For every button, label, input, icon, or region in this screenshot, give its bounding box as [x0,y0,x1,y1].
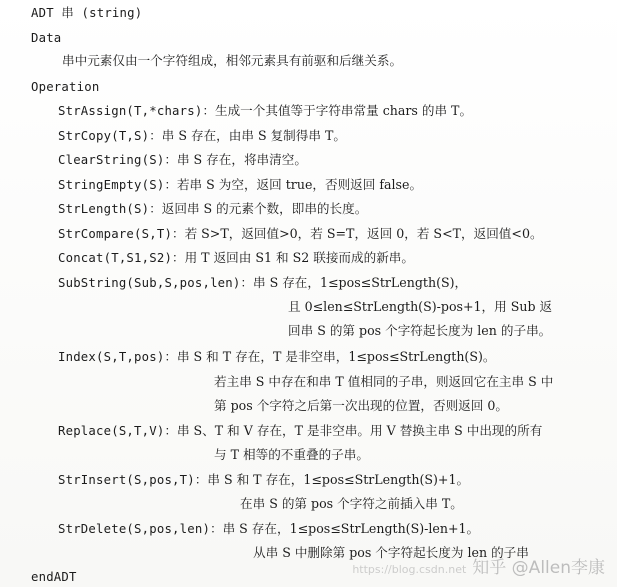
op-description-cont: 在串 S 的第 pos 个字符之前插入串 T。 [240,496,463,511]
op-description: 串 S 和 T 存在，T 是非空串，1≤pos≤StrLength(S)。 [176,349,496,364]
op-strcopy [58,127,346,145]
op-description: 串 S、T 和 V 存在，T 是非空串。用 V 替换主串 S 中出现的所有 [176,423,543,438]
op-strinsert [58,471,469,489]
op-description: 串 S 存在，将串清空。 [176,152,307,167]
data-label: Data [31,31,62,45]
op-signature: StrCopy(T,S)： [58,129,162,143]
op-strcompare [58,225,543,243]
op-signature: Replace(S,T,V)： [58,424,177,438]
op-description: 生成一个其值等于字符串常量 chars 的串 T。 [214,103,473,118]
op-signature: StringEmpty(S)： [58,178,177,192]
op-signature: Concat(T,S1,S2)： [58,251,185,265]
op-description: 若 S>T，返回值>0，若 S=T，返回 0，若 S<T，返回值<0。 [184,226,543,241]
op-signature: StrDelete(S,pos,len)： [58,522,223,536]
op-strassign [58,102,472,120]
op-description: 返回串 S 的元素个数，即串的长度。 [161,201,368,216]
op-strlength [58,200,367,218]
op-description: 用 T 返回由 S1 和 S2 联接而成的新串。 [184,250,414,265]
op-signature: StrCompare(S,T)： [58,227,185,241]
op-signature: StrInsert(S,pos,T)： [58,473,208,487]
op-substring [58,274,467,292]
op-index [58,348,495,366]
watermark [352,553,605,578]
op-signature: StrLength(S)： [58,202,162,216]
op-stringempty [58,176,422,194]
op-signature: Index(S,T,pos)： [58,350,177,364]
watermark-text: 知乎 @Allen李康 [472,558,605,578]
op-description: 串 S 存在，1≤pos≤StrLength(S)， [252,275,468,290]
watermark-url: https://blog.csdn.net [352,563,467,576]
op-clearstring [58,151,307,169]
op-description-cont: 第 pos 个字符之后第一次出现的位置，否则返回 0。 [214,398,509,413]
data-description: 串中元素仅由一个字符组成，相邻元素具有前驱和后继关系。 [62,53,403,68]
op-description-cont: 且 0≤len≤StrLength(S)-pos+1，用 Sub 返 [288,299,553,314]
op-replace [58,422,542,440]
op-signature: SubString(Sub,S,pos,len)： [58,276,253,290]
op-description-cont: 与 T 相等的不重叠的子串。 [214,447,369,462]
op-description: 串 S 存在，1≤pos≤StrLength(S)-len+1。 [222,521,480,536]
op-description-cont: 回串 S 的第 pos 个字符起长度为 len 的子串。 [288,323,552,338]
operation-label: Operation [31,80,100,94]
op-description: 串 S 和 T 存在，1≤pos≤StrLength(S)+1。 [207,472,470,487]
op-description-cont: 从串 S 中删除第 pos 个字符起长度为 len 的子串 [253,545,529,560]
adt-footer: endADT [31,570,77,584]
op-signature: StrAssign(T,*chars)： [58,104,215,118]
op-concat [58,249,414,267]
op-strdelete [58,520,479,538]
op-description-cont: 若主串 S 中存在和串 T 值相同的子串，则返回它在主串 S 中 [214,374,554,389]
adt-header: ADT 串 (string) [31,6,143,20]
op-description: 串 S 存在，由串 S 复制得串 T。 [161,128,346,143]
op-description: 若串 S 为空，返回 true，否则返回 false。 [176,177,423,192]
op-signature: ClearString(S)： [58,153,177,167]
